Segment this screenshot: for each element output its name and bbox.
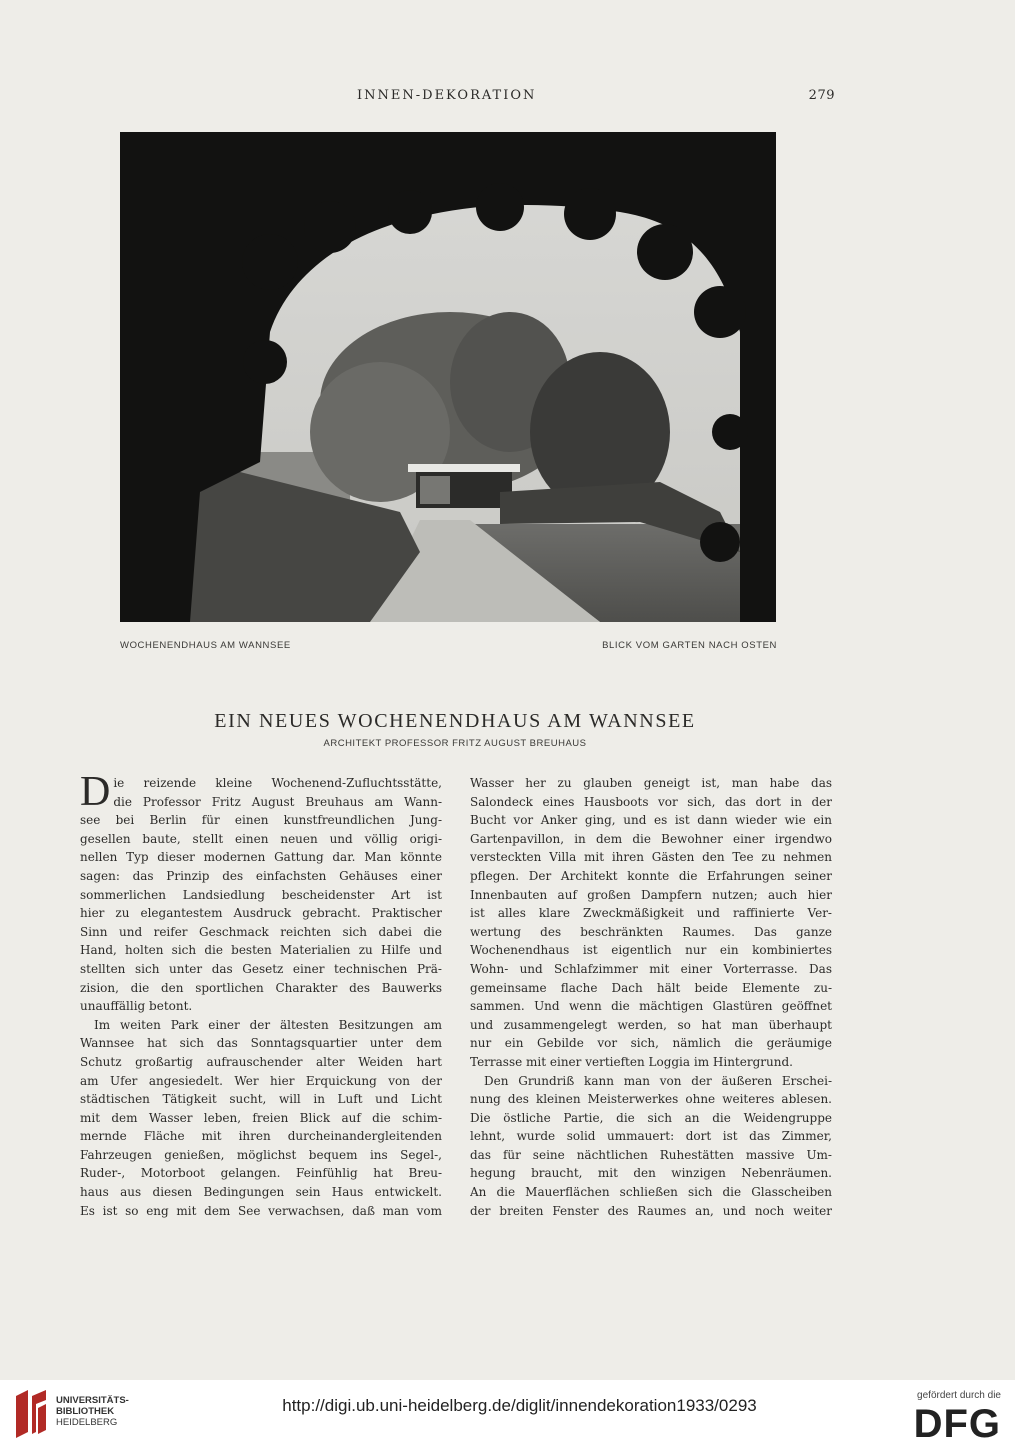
text-line: Innenbauten auf großen Dampfern nutzen; auch hier bbox=[470, 887, 832, 902]
text-line: Terrasse mit einer vertieften Loggia im Hintergrund. bbox=[470, 1054, 793, 1069]
text-line: Wochenendhaus ist eigentlich nur ein kombiniertes bbox=[470, 943, 832, 958]
article-byline: ARCHITEKT PROFESSOR FRITZ AUGUST BREUHAUS bbox=[323, 738, 587, 749]
text-line: das für seine nächtlichen Ruhestätten massive Um- bbox=[470, 1147, 832, 1162]
text-line: wertung des beschränkten Raumes. Das ganze bbox=[470, 924, 832, 939]
text-column-right bbox=[470, 774, 832, 1220]
text-line: sommerlichen Landsiedlung bescheidenster Art ist bbox=[80, 887, 442, 902]
text-line: Wannsee hat sich das Sonntagsquartier unter dem bbox=[80, 1036, 442, 1051]
text-line: die Professor Fritz August Breuhaus am Wann- bbox=[113, 794, 442, 809]
dfg-logo: DFG bbox=[913, 1402, 1001, 1446]
article-title: EIN NEUES WOCHENENDHAUS AM WANNSEE bbox=[214, 710, 696, 732]
text-line: Wohn- und Schlafzimmer mit einer Vorterrasse. Das bbox=[470, 961, 832, 976]
text-line: An die Mauerflächen schließen sich die Glasscheiben bbox=[470, 1185, 832, 1200]
text-line: ist alles klare Zweckmäßigkeit und raffinierte Ver- bbox=[470, 906, 832, 921]
text-line: Salondeck eines Hausboots vor sich, das dort in der bbox=[470, 794, 832, 809]
text-line: sagen: das Prinzip des einfachsten Gehäuses einer bbox=[80, 868, 442, 883]
funding-label: gefördert durch die bbox=[917, 1390, 1001, 1401]
text-line: Sinn und reifer Geschmack reichten sich dabei die bbox=[80, 924, 442, 939]
text-line: sammen. Und wenn die mächtigen Glastüren geöffnet bbox=[470, 999, 832, 1014]
text-line: Die östliche Partie, die sich an die Weidengruppe bbox=[470, 1110, 832, 1125]
text-line: der breiten Fenster des Raumes an, und noch weiter bbox=[470, 1203, 832, 1218]
garden-photo-illustration bbox=[120, 132, 776, 622]
text-line: ie reizende kleine Wochenend-Zufluchtsstätte, bbox=[113, 776, 442, 790]
drop-cap: D bbox=[80, 769, 111, 815]
text-line: haus aus diesen Bedingungen sein Haus entwickelt. bbox=[80, 1185, 442, 1200]
text-line: stellten sich unter das Gesetz einer technischen Prä- bbox=[80, 961, 442, 976]
text-column-left bbox=[80, 769, 442, 1220]
photo-caption-right: BLICK VOM GARTEN NACH OSTEN bbox=[602, 640, 777, 651]
text-line: mit dem Wasser leben, freien Blick auf die schim- bbox=[80, 1110, 442, 1125]
library-line-1: UNIVERSITÄTS- bbox=[56, 1395, 129, 1406]
text-line: am Ufer angesiedelt. Wer hier Erquickung von der bbox=[80, 1073, 442, 1088]
text-line: nellen Typ dieser modernen Gattung dar. Man könnte bbox=[80, 850, 442, 865]
text-line: mernde Fläche mit ihren durcheinandergleitenden bbox=[80, 1129, 442, 1144]
text-line: Bucht vor Anker ging, und es ist dann wieder wie ein bbox=[470, 813, 832, 828]
text-line: Hand, holten sich die besten Materialien zu Hilfe und bbox=[80, 943, 442, 958]
source-url-link[interactable]: http://digi.ub.uni-heidelberg.de/diglit/innendekoration1933/0293 bbox=[282, 1396, 757, 1415]
text-line: zision, die den sportlichen Charakter des Bauwerks bbox=[80, 980, 442, 995]
text-line: lehnt, wurde solid ummauert: dort ist das Zimmer, bbox=[470, 1129, 832, 1144]
text-line: gemeinsame flache Dach hält beide Elemente zu- bbox=[470, 980, 832, 995]
text-line: Gartenpavillon, in dem die Bewohner einer irgendwo bbox=[470, 831, 832, 846]
text-line: Schutz großartig aufrauschender alter Weiden hart bbox=[80, 1054, 442, 1069]
text-line: Wasser her zu glauben geneigt ist, man habe das bbox=[470, 776, 832, 790]
garden-photo bbox=[120, 132, 776, 622]
text-line: Im weiten Park einer der ältesten Besitzungen am bbox=[94, 1017, 442, 1032]
text-line: städtischen Tätigkeit sucht, will in Luft und Licht bbox=[80, 1092, 442, 1107]
text-line: nung des kleinen Meisterwerkes ohne weiteres ablesen. bbox=[470, 1092, 832, 1107]
photo-caption-left: WOCHENENDHAUS AM WANNSEE bbox=[120, 640, 291, 651]
text-line: hier zu elegantestem Ausdruck gebracht. Praktischer bbox=[80, 906, 442, 921]
library-line-3: HEIDELBERG bbox=[56, 1417, 118, 1428]
text-line: nur ein Gebilde vor sich, nämlich die geräumige bbox=[470, 1036, 832, 1051]
page-number: 279 bbox=[808, 88, 835, 103]
library-line-2: BIBLIOTHEK bbox=[56, 1406, 115, 1417]
text-line: Fahrzeugen genießen, möglichst bequem ins Segel-, bbox=[80, 1147, 442, 1162]
text-line: pflegen. Der Architekt konnte die Erfahrungen seiner bbox=[470, 868, 832, 883]
text-line: Ruder-, Motorboot gelangen. Feinfühlig hat Breu- bbox=[80, 1166, 442, 1181]
text-line: unauffällig betont. bbox=[80, 999, 193, 1014]
text-line: see bei Berlin für einen kunstfreundlichen Jung- bbox=[80, 813, 442, 828]
text-line: gesellen baute, stellt einen neuen und völlig origi- bbox=[80, 831, 442, 846]
text-line: versteckten Villa mit ihren Gästen den Tee zu nehmen bbox=[470, 850, 832, 865]
text-line: und zusammengelegt werden, so hat man überhaupt bbox=[470, 1017, 832, 1032]
running-title: INNEN-DEKORATION bbox=[357, 88, 537, 103]
text-line: Den Grundriß kann man von der äußeren Erschei- bbox=[484, 1073, 832, 1088]
footer-bar bbox=[0, 1380, 1015, 1454]
text-line: Es ist so eng mit dem See verwachsen, daß man vom bbox=[80, 1203, 442, 1218]
text-line: hegung braucht, mit den winzigen Nebenräumen. bbox=[470, 1166, 832, 1181]
